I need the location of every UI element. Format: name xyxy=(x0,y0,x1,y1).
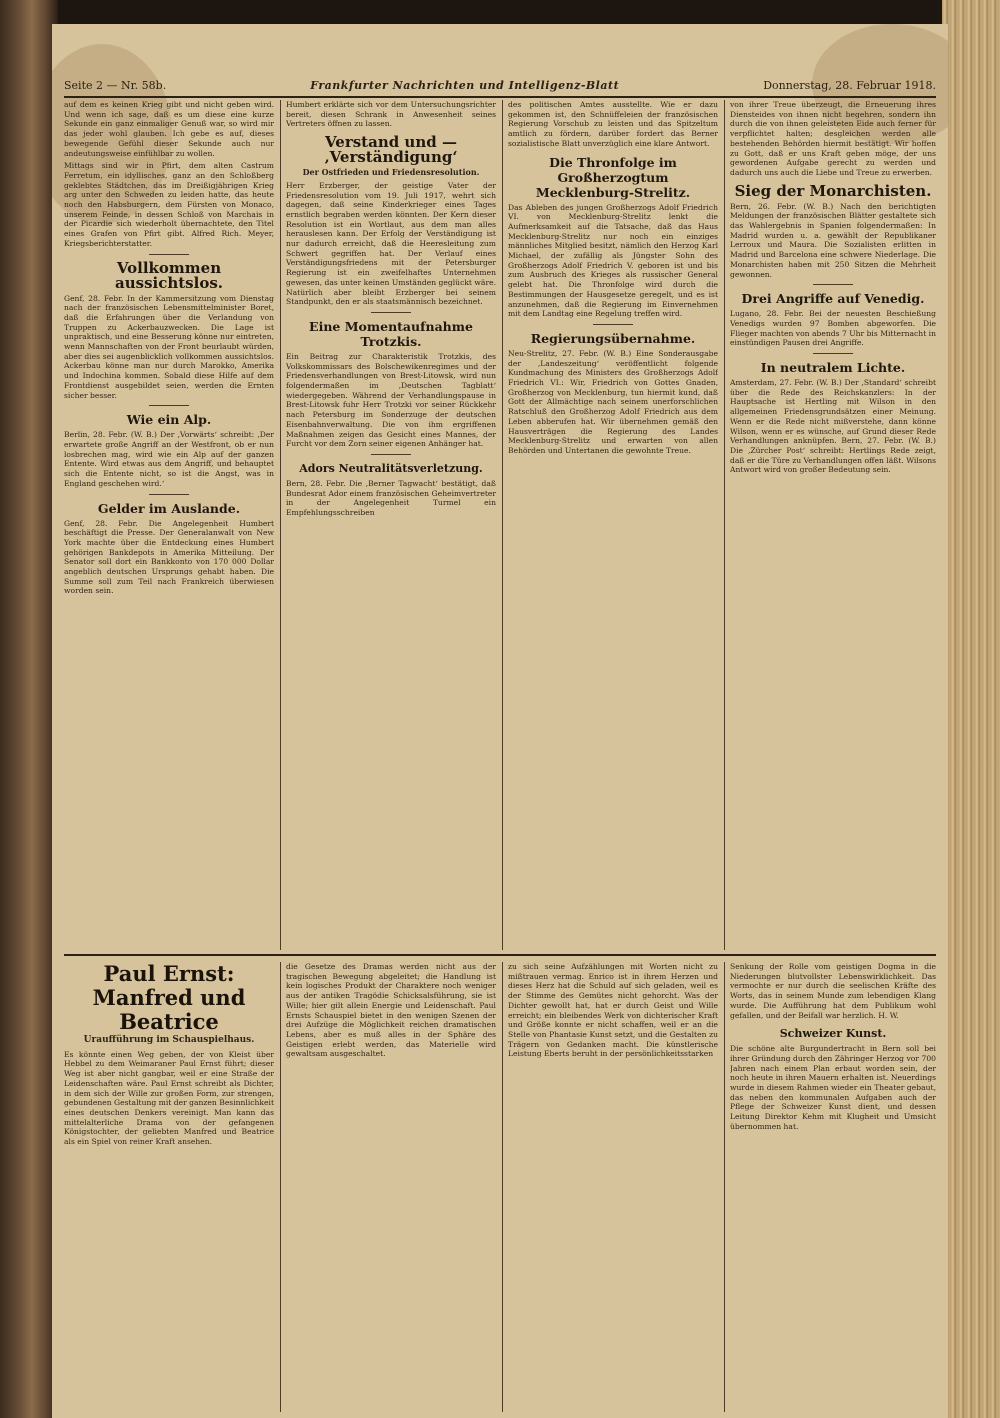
column-3 xyxy=(508,100,718,950)
column-1 xyxy=(64,100,274,950)
article-text: des politischen Amtes ausstellte. Wie er dazu gekommen ist, den Schnüffeleien der französischen Regierung Vorschub zu leisten und das Spitzeltum amtlich zu fördern, darüber fordert das Berner sozialistische Blatt unverzüglich eine klare Antwort. xyxy=(508,100,718,148)
article-text: Amsterdam, 27. Febr. (W. B.) Der ‚Standard‘ schreibt über die Rede des Reichskanzlers: In der Hauptsache ist Hertling mit Wilson in den allgemeinen Friedensgrundsätzen einer Meinung. Wenn er die Rede nicht mißverstehe, dann könne Wilson, wenn er es wünsche, auf Grund dieser Rede Verhandlungen anknüpfen. Bern, 27. Febr. (W. B.) Die ‚Zürcher Post‘ schreibt: Hertlings Rede zeigt, daß er die Türe zu Verhandlungen offen läßt. Wilsons Antwort wird von großer Bedeutung sein. xyxy=(730,378,936,475)
feuilleton-column-3 xyxy=(508,962,718,1412)
page-edges xyxy=(942,0,1000,1418)
book-binding xyxy=(0,0,58,1418)
article-text: die Gesetze des Dramas werden nicht aus der tragischen Bewegung abgeleitet; die Handlung ist kein logisches Produkt der Charaktere noch weniger aus der antiken Tragödie Schicksalsführung, sie ist Wille; hier gilt allein Energie und Leidenschaft. Paul Ernsts Schauspiel bietet in den wenigen Szenen der drei Aufzüge die Möglichkeit reichen dramatischen Lebens, aber es muß alles in der Sphäre des Geistigen erlebt werden, das Materielle wird gewaltsam ausgeschaltet. xyxy=(286,962,496,1059)
page-number: Seite 2 — Nr. 58b. xyxy=(64,78,167,92)
article-text: Senkung der Rolle vom geistigen Dogma in die Niederungen blutvollster Lebenswirklichkeit. Das vermochte er nur durch die seelischen Kräfte des Worts, das in seinem Munde zum lebendigen Klang wurde. Die Aufführung hat dem Publikum wohl gefallen, und der Beifall war herzlich. H. W. xyxy=(730,962,936,1020)
article-text: Lugano, 28. Febr. Bei der neuesten Beschießung Venedigs wurden 97 Bomben abgeworfen. Die Flieger machten von abends 7 Uhr bis Mitternacht in einstündigen Pausen drei Angriffe. xyxy=(730,309,936,348)
feuilleton-column-2 xyxy=(286,962,496,1412)
article-text: Neu-Strelitz, 27. Febr. (W. B.) Eine Sonderausgabe der ‚Landeszeitung‘ veröffentlicht folgende Kundmachung des Ministers des Großherzogs Adolf Friedrich VI.: Wir, Friedrich von Gottes Gnaden, Großherzog von Mecklenburg, tun hiermit kund, daß Gott der Allmächtige nach seinem unerforschlichen Ratschluß den Großherzog Adolf Friedrich aus dem Leben abberufen hat. Wir übernehmen gemäß den Hausverträgen die Regierung des Landes Mecklenburg-Strelitz und erwarten von allen Behörden und Untertanen die gewohnte Treue. xyxy=(508,348,718,455)
article-text: von ihrer Treue überzeugt, die Erneuerung ihres Diensteides von ihnen nicht begehren, sondern ihn durch die von ihnen geleisteten Eide auch ferner für verpflichtet halten; desgleichen werden alle bestehenden Behörden hiermit bestätigt. Wir hoffen zu Gott, daß er uns Kraft geben möge, der uns gewordenen Aufgabe gerecht zu werden und dadurch uns auch die Liebe und Treue zu erwerben. xyxy=(730,100,936,177)
article-headline: Drei Angriffe auf Venedig. xyxy=(741,291,925,307)
feuilleton-subtitle: Uraufführung im Schauspielhaus. xyxy=(83,1035,255,1045)
article-headline: Gelder im Auslande. xyxy=(97,500,241,516)
article-headline: Verstand und — ‚Verständigung‘ xyxy=(324,133,458,167)
article-headline: Regierungsübernahme. xyxy=(530,330,696,346)
page-header xyxy=(64,74,936,98)
article-text: auf dem es keinen Krieg gibt und nicht geben wird. Und wenn ich sage, daß es um diese eine kurze Sekunde ein ganz einmaliger Genuß war, so wird mir das jeder wohl glauben. Ich gebe es auf, dieses bewegende Gefühl dieser Sekunde auch nur andeutungsweise einfühlbar zu wollen. xyxy=(64,100,274,158)
article-subheadline: Der Ostfrieden und Friedensresolution. xyxy=(302,167,480,178)
article-text: Bern, 26. Febr. (W. B.) Nach den berichtigten Meldungen der französischen Blätter gestaltete sich das Wahlergebnis in Spanien folgendermaßen: In Madrid wurden u. a. gewählt der Republikaner Lerroux und Maura. Die Sozialisten erlitten in Madrid und Barcelona eine schwere Niederlage. Die Monarchisten haben mit 250 Sitzen die Mehrheit gewonnen. xyxy=(730,201,936,279)
newspaper-page xyxy=(52,24,948,1418)
article-text: Die schöne alte Burgundertracht in Bern soll bei ihrer Gründung durch den Zähringer Herzog vor 700 Jahren nach einem Plan erbaut worden sein, der noch heute in ihren Mauern erhalten ist. Neuerdings wurde in diesem Rahmen wieder ein Theater gebaut, das neben den kommunalen Aufgaben auch der Pflege der Schweizer Kunst dient, und dessen Leitung Direktor Kehm mit Klugheit und Umsicht übernommen hat. xyxy=(730,1044,936,1131)
column-4 xyxy=(730,100,936,950)
article-text: Genf, 28. Febr. Die Angelegenheit Humbert beschäftigt die Presse. Der Generalanwalt von New York machte über die Entdeckung eines Humbert gehörigen Bankdepots in Amerika Mitteilung. Der Senator soll dort ein Bankkonto von 170 000 Dollar angeblich deutschen Ursprungs gehabt haben. Die Summe soll zum Teil nach Frankreich überwiesen worden sein. xyxy=(64,518,274,596)
article-text: zu sich seine Aufzählungen mit Worten nicht zu mißtrauen vermag. Enrico ist in ihrem Herzen und dieses Herz hat die Schuld auf sich geladen, weil es der Stimme des Gemütes nicht gehorcht. Was der Dichter gewollt hat, hat er durch Geist und Wille erreicht; ein bleibendes Werk von dichterischer Kraft und Größe konnte er nicht schaffen, weil er an die Stelle von Phantasie Kunst setzt, und die Gestalten zu Trägern von Gedanken macht. Die künstlerische Leistung Eberts beruht in der persönlichkeitsstarken xyxy=(508,962,718,1059)
article-text: Mittags sind wir in Pfirt, dem alten Castrum Ferretum, ein idyllisches, ganz an den Schloßberg geklebtes Städtchen, das im Dreißigjährigen Krieg arg unter den Schweden zu leiden hatte, das heute noch den Habsburgern, dem Fürsten von Monaco, unserem Feinde, in dessen Schloß von Marchais in der Picardie sich wiederholt übernachtete, den Titel eines Grafen von Pfirt gibt. Alfred Rich. Meyer, Kriegsberichterstatter. xyxy=(64,161,274,248)
article-text: Bern, 28. Febr. Die ‚Berner Tagwacht‘ bestätigt, daß Bundesrat Ador einem französischen Geheimvertreter in der Angelegenheit Turmel ein Empfehlungsschreiben xyxy=(286,478,496,518)
article-text: Es könnte einen Weg geben, der von Kleist über Hebbel zu dem Weimaraner Paul Ernst führt; dieser Weg ist aber nicht gangbar, weil er eine Straße der Leidenschaften wäre. Paul Ernst schreibt als Dichter, in dem sich der Wille zur großen Form, zur strengen, gebundenen Gestaltung mit der ganzen Besinnlichkeit eines deutschen Denkers vereinigt. Man kann das mittelalterliche Drama von der gefangenen Königstochter, der geliebten Manfred und Beatrice als ein Spiel von reiner Kraft ansehen. xyxy=(64,1049,274,1147)
article-headline: Vollkommen aussichtslos. xyxy=(115,258,223,292)
article-text: Genf, 28. Febr. In der Kammersitzung vom Dienstag nach der französischen Lebensmittelminister Boret, daß die Erfahrungen über die Verlandung von Truppen zu Ackerbauzwecken. Die Lage ist unpraktisch, und eine Besserung könne nur eintreten, wenn Mannschaften von der Front beurlaubt würden, aber dies sei augenblicklich vollkommen aussichtslos. Ackerbau könne man nur durch Marokko, Amerika und Indochina kommen. Sobald diese Hilfe auf dem Frontdienst ausgebildet seien, werden die Ernten sicher besser. xyxy=(64,293,274,400)
article-text: Herr Erzberger, der geistige Vater der Friedensresolution vom 19. Juli 1917, wehrt sich dagegen, daß seine Kinderkrieger eines Tages ernstlich begraben werden könnten. Der Kern dieser Resolution ist ein Wortlaut, aus dem man alles herauslesen kann. Der Erfolg der Verständigung ist nur dadurch erreicht, daß die Heeresleitung zum Schwert gegriffen hat. Der Verlauf eines Verständigungsfriedens mit der Petersburger Regierung ist ein zweifelhaftes Unternehmen gewesen, das unter keinen Umständen geglückt wäre. Natürlich aber bleibt Erzberger bei seinem Standpunkt, den er als staatsmännisch bezeichnet. xyxy=(286,180,496,307)
article-headline: Schweizer Kunst. xyxy=(779,1027,887,1041)
article-text: Das Ableben des jungen Großherzogs Adolf Friedrich VI. von Mecklenburg-Strelitz lenkt die Aufmerksamkeit auf die Tatsache, daß das Haus Mecklenburg-Strelitz nur noch ein einziges männliches Mitglied besitzt, nämlich den Herzog Karl Michael, der zufällig als Jüngster Sohn des Großherzogs Adolf Friedrich V. geboren ist und bis zum Ausbruch des Krieges als russischer General gelebt hat. Die Thronfolge wird durch die Bestimmungen der Hausgesetze geregelt, und es ist anzunehmen, daß die Regierung im Einvernehmen mit dem Landtag eine Regelung treffen wird. xyxy=(508,202,718,319)
article-headline: Eine Momentaufnahme Trotzkis. xyxy=(309,318,473,349)
article-headline: In neutralem Lichte. xyxy=(760,360,906,376)
article-headline: Wie ein Alp. xyxy=(126,412,212,428)
article-text: Berlin, 28. Febr. (W. B.) Der ‚Vorwärts‘ schreibt: ‚Der erwartete große Angriff an der Westfront, ob er nun losbrechen mag, wird wie ein Alp auf der ganzen Entente. Wird etwas aus dem Angriff, und behauptet sich die Entente nicht, so ist die Angst, was in England geschehen wird.‘ xyxy=(64,430,274,488)
feuilleton-column-4 xyxy=(730,962,936,1412)
issue-date: Donnerstag, 28. Februar 1918. xyxy=(763,78,936,92)
section-divider xyxy=(64,954,936,956)
column-2 xyxy=(286,100,496,950)
article-text: Humbert erklärte sich vor dem Untersuchungsrichter bereit, diesen Schrank in Anwesenheit seines Vertreters öffnen zu lassen. xyxy=(286,100,496,129)
article-headline: Sieg der Monarchisten. xyxy=(734,181,932,200)
article-headline: Adors Neutralitätsverletzung. xyxy=(299,461,483,475)
feuilleton-title: Paul Ernst: Manfred und Beatrice xyxy=(92,962,246,1034)
feuilleton-column-1 xyxy=(64,962,274,1412)
article-text: Ein Beitrag zur Charakteristik Trotzkis, des Volkskommissars des Bolschewikenregimes und der Friedensverhandlungen von Brest-Litowsk, wird nun folgendermaßen im ‚Deutschen Tagblatt‘ wiedergegeben. Während der Verhandlungspause in Brest-Litowsk fuhr Herr Trotzki vor seiner Rückkehr nach Petersburg im Sonderzuge der deutschen Eisenbahnverwaltung. Die von ihm ergriffenen Maßnahmen zeigen das Gesicht eines Mannes, der Furcht vor dem Zorn seiner eigenen Anhänger hat. xyxy=(286,351,496,449)
article-headline: Die Thronfolge im Großherzogtum Mecklenburg-Strelitz. xyxy=(535,154,691,200)
masthead: Frankfurter Nachrichten und Intelligenz-Blatt xyxy=(310,78,620,92)
